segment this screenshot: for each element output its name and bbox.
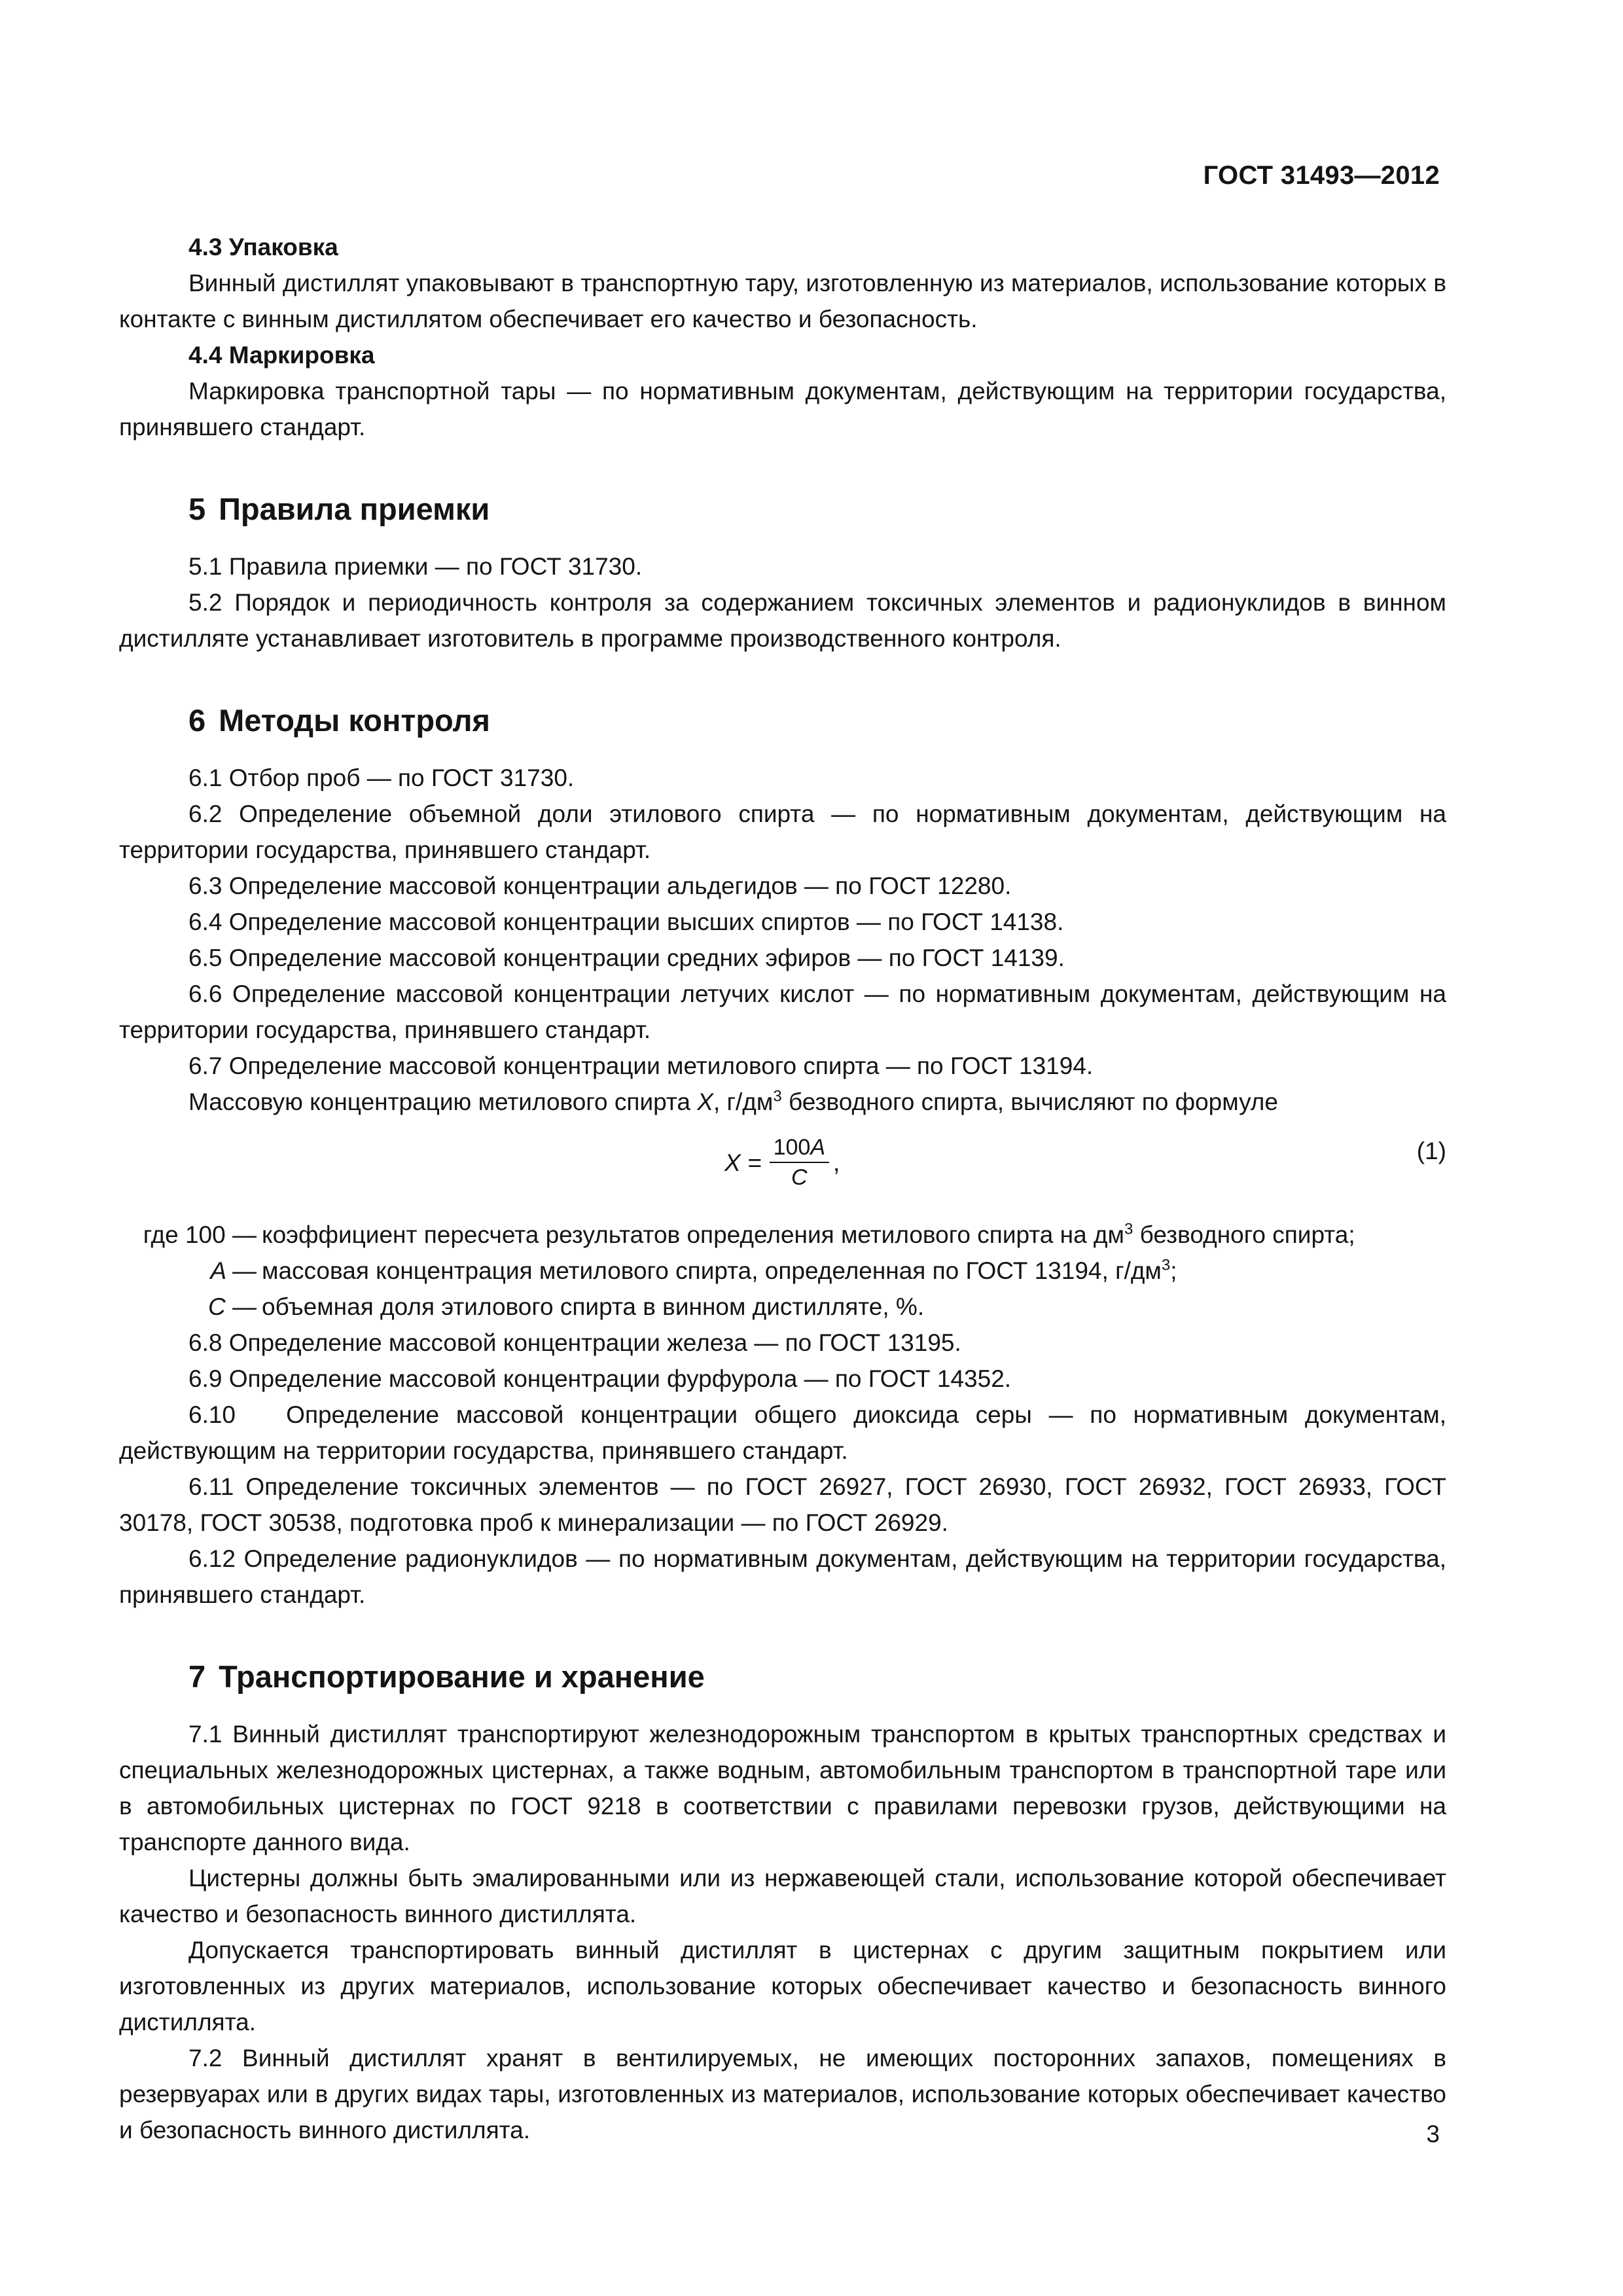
paragraph-6-1: 6.1 Отбор проб — по ГОСТ 31730. — [188, 764, 575, 791]
equation-number: (1) — [1416, 1138, 1446, 1164]
section-heading-acceptance — [119, 488, 1446, 530]
paragraph-packaging: Винный дистиллят упаковывают в транспортную тару, изготовленную из материалов, использование которых в контакте с винным дистиллятом обеспечивает его качество и безопасность. — [119, 270, 1446, 332]
standard-code: ГОСТ 31493—2012 — [1203, 161, 1440, 190]
legend-superscript: 3 — [1161, 1256, 1171, 1274]
paragraph-6-10: 6.10 Определение массовой концентрации общего диоксида серы — по нормативным документам, действующим на территории государства, принявшего стандарт. — [119, 1401, 1454, 1464]
paragraph-6-2: 6.2 Определение объемной доли этилового спирта — по нормативным документам, действующим на территории государства, принявшего стандарт. — [119, 800, 1446, 863]
formula-block — [119, 1128, 1446, 1205]
paragraph-7-2: 7.2 Винный дистиллят хранят в вентилируемых, не имеющих посторонних запахов, помещениях в резервуарах или в других видах тары, изготовленных из материалов, использование которых обеспечивает качество и безопасность винного дистиллята. — [119, 2045, 1446, 2144]
legend-value — [262, 1253, 1446, 1289]
paragraph-6-11: 6.11 Определение токсичных элементов — по ГОСТ 26927, ГОСТ 26930, ГОСТ 26932, ГОСТ 26933, ГОСТ 30178, ГОСТ 30538, подготовка проб к минерализации — по ГОСТ 26929. — [119, 1473, 1446, 1536]
legend-text: объемная доля этилового спирта в винном дистилляте, %. — [262, 1293, 925, 1320]
subsection-title-marking: 4.4 Маркировка — [188, 342, 375, 368]
paragraph-6-3: 6.3 Определение массовой концентрации альдегидов — по ГОСТ 12280. — [188, 872, 1012, 899]
legend-value — [262, 1289, 1446, 1325]
subsection-title-packaging: 4.3 Упаковка — [188, 234, 338, 260]
legend-tail: ; — [1170, 1257, 1177, 1284]
formula-expression — [724, 1133, 840, 1192]
formula-intro — [119, 1084, 1446, 1120]
paragraph-6-7: 6.7 Определение массовой концентрации метилового спирта — по ГОСТ 13194. — [188, 1052, 1094, 1079]
paragraph-6-4: 6.4 Определение массовой концентрации высших спиртов — по ГОСТ 14138. — [188, 908, 1064, 935]
paragraph-6-9: 6.9 Определение массовой концентрации фурфурола — по ГОСТ 14352. — [188, 1365, 1012, 1392]
legend-text: массовая концентрация метилового спирта, определенная по ГОСТ 13194, г/дм — [262, 1257, 1162, 1284]
paragraph-6-12: 6.12 Определение радионуклидов — по нормативным документам, действующим на территории государства, принявшего стандарт. — [119, 1545, 1446, 1608]
legend-superscript: 3 — [1124, 1220, 1133, 1238]
legend-key-text: C — — [208, 1293, 257, 1320]
legend-key: где 100 — — [143, 1221, 257, 1248]
legend-key-text: A — — [210, 1257, 257, 1284]
formula-comma: , — [833, 1149, 840, 1176]
paragraph-6-6: 6.6 Определение массовой концентрации летучих кислот — по нормативным документам, действующим на территории государства, принявшего стандарт. — [119, 980, 1446, 1043]
section-heading-methods — [119, 700, 1446, 742]
formula-numerator — [770, 1133, 829, 1163]
formula-fraction — [770, 1133, 829, 1192]
legend-key — [119, 1253, 257, 1289]
page-number: 3 — [1426, 2121, 1440, 2147]
page-content — [119, 229, 1454, 2148]
formula-intro-tail: безводного спирта, вычисляют по формуле — [781, 1088, 1278, 1115]
section-title: Правила приемки — [219, 492, 490, 526]
formula-intro-text: Массовую концентрацию метилового спирта — [188, 1088, 698, 1115]
section-title: Транспортирование и хранение — [219, 1659, 705, 1694]
paragraph-6-8: 6.8 Определение массовой концентрации железа — по ГОСТ 13195. — [188, 1329, 961, 1356]
formula-intro-superscript: 3 — [773, 1087, 782, 1105]
paragraph-5-1: 5.1 Правила приемки — по ГОСТ 31730. — [188, 553, 643, 580]
legend-text: коэффициент пересчета результатов определения метилового спирта на дм — [262, 1221, 1124, 1248]
paragraph-7-1: 7.1 Винный дистиллят транспортируют железнодорожным транспортом в крытых транспортных средствах и специальных железнодорожных цистернах, а также водным, автомобильным транспортом в транспортной таре или в автомобильных цистернах по ГОСТ 9218 в соответствии с правилами перевозки грузов, действующими на транспорте данного вида. — [119, 1721, 1446, 1856]
section-title: Методы контроля — [219, 703, 490, 738]
formula-lhs: X = — [724, 1149, 762, 1176]
section-heading-transport — [119, 1656, 1446, 1698]
numerator-variable: A — [810, 1135, 825, 1160]
paragraph-7-1-tanks: Цистерны должны быть эмалированными или из нержавеющей стали, использование которой обеспечивает качество и безопасность винного дистиллята. — [119, 1865, 1446, 1928]
paragraph-marking: Маркировка транспортной тары — по нормативным документам, действующим на территории государства, принявшего стандарт. — [119, 378, 1446, 440]
section-number: 6 — [188, 703, 206, 738]
numerator-value: 100 — [773, 1135, 811, 1160]
legend-value — [262, 1217, 1446, 1253]
paragraph-6-5: 6.5 Определение массовой концентрации средних эфиров — по ГОСТ 14139. — [188, 944, 1065, 971]
paragraph-5-2: 5.2 Порядок и периодичность контроля за содержанием токсичных элементов и радионуклидов в винном дистилляте устанавливает изготовитель в программе производственного контроля. — [119, 589, 1446, 652]
section-number: 5 — [188, 492, 206, 526]
formula-intro-unit: , г/дм — [713, 1088, 774, 1115]
formula-intro-variable: X — [697, 1088, 713, 1115]
paragraph-7-1-coating: Допускается транспортировать винный дистиллят в цистернах с другим защитным покрытием или изготовленных из других материалов, использование которых обеспечивает качество и безопасность винного дистиллята. — [119, 1937, 1446, 2036]
section-number: 7 — [188, 1659, 206, 1694]
legend-tail: безводного спирта; — [1133, 1221, 1355, 1248]
formula-denominator: C — [791, 1165, 808, 1190]
formula-legend — [119, 1217, 1446, 1325]
legend-key — [119, 1289, 257, 1325]
